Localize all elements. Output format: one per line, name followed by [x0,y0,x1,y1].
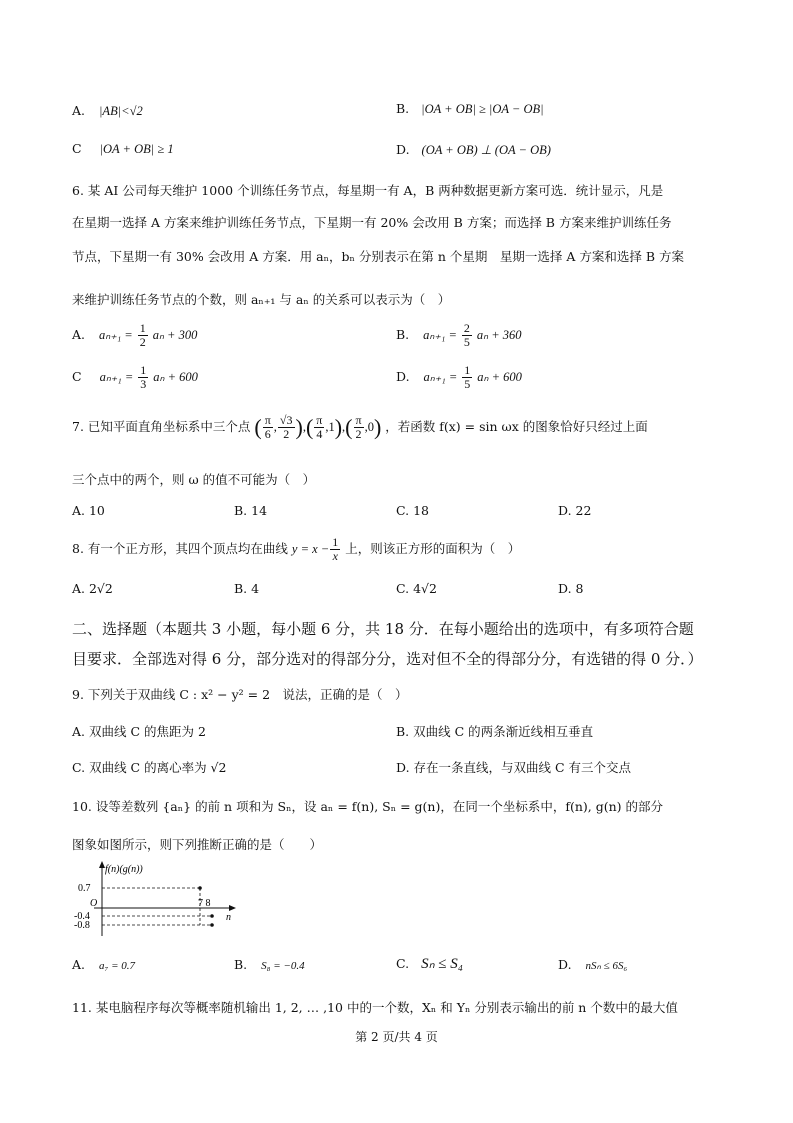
q6-line-1: 6. 某 AI 公司每天维护 1000 个训练任务节点，每星期一有 A，B 两种数据更新方案可选．统计显示，凡是 [72,183,664,198]
option-rhs: aₙ + 600 [153,370,198,385]
frac-num: 1 [139,321,146,335]
q7-intro: 7. 已知平面直角坐标系中三个点 [72,419,251,435]
page-footer: 第 2 页/共 4 页 [355,1030,438,1044]
option-lhs: aₙ₊₁ = [99,370,134,385]
point-1-y [278,414,295,441]
tick-m0-4: -0.4 [74,911,90,922]
q6-line-3: 节点，下星期一有 30% 会改用 A 方案．用 aₙ，bₙ 分别表示在第 n 个星期 星期一选择 A 方案和选择 B 方案 [72,249,685,264]
q10-option-c [396,954,463,973]
option-label: D. [396,369,410,385]
point-2-x [314,414,324,441]
option-label: A. [72,957,86,972]
option-fraction [138,364,148,391]
q10-line-2: 图象如图所示，则下列推断正确的是（ ） [72,837,323,852]
frac-den: 5 [464,377,471,392]
option-label: C [72,141,82,156]
q5-option-b [396,101,544,117]
q5-option-d [396,142,551,158]
q7-line-1: 7. 已知平面直角坐标系中三个点 ( $\frac{\pi}{6}$ , $\frac{√3}{2}$ ),( $\frac{\pi}{4}$ ,1),( $\frac{\pi}{2}$ ,0) ，若函数 f(x) = sin ωx 的图象恰好只经过上面 [72,413,648,442]
option-text: |OA + OB| ≥ 1 [99,142,174,156]
q6-line-2: 在星期一选择 A 方案来维护训练任务节点，下星期一有 20% 会改用 B 方案；而选择 B 方案来维护训练任务 [72,215,672,230]
option-label: C. [396,956,410,971]
option-label: B. [396,327,410,343]
q11-line-1: 11. 某电脑程序每次等概率随机输出 1, 2, … ,10 中的一个数，Xₙ 和 Yₙ 分别表示输出的前 n 个数中的最大值 [72,1000,678,1015]
point-2-y: 1 [328,420,335,435]
x-axis-label: n [226,912,231,923]
option-text: nSₙ ≤ 6S₆ [585,960,628,972]
option-label: B. [234,957,248,972]
frac-den: 5 [463,335,470,350]
point-3-y: 0 [367,420,374,435]
option-label: C [72,369,82,385]
frac-num: π [264,413,271,427]
q6-option-c [72,364,198,391]
curve-eq: y = x − [291,542,330,557]
option-rhs: aₙ + 360 [476,328,522,343]
q8-pre: 8. 有一个正方形，其四个顶点均在曲线 [72,541,288,557]
q9-stem: 9. 下列关于双曲线 C : x² − y² = 2 说法，正确的是（ ） [72,687,408,702]
q10-option-d [558,957,627,972]
point-3-x [354,414,364,441]
q10-graph [72,858,242,938]
frac-den: 6 [264,427,271,442]
q9-option-c: C. 双曲线 C 的离心率为 √2 [72,760,227,775]
option-text: |OA + OB| ≥ |OA − OB| [421,102,544,116]
q10-option-b [234,957,305,972]
q10-option-a [72,957,135,972]
option-label: B. [396,101,410,116]
frac-den: 3 [140,377,147,392]
frac-num: √3 [279,413,293,427]
frac-den: 2 [283,427,290,442]
frac-den: 2 [139,335,146,350]
option-fraction [462,364,472,391]
option-label: A. [72,103,86,118]
frac-num: 1 [464,363,471,377]
option-text: a₇ = 0.7 [99,960,135,972]
tick-0-7: 0.7 [78,883,91,894]
q9-option-a: A. 双曲线 C 的焦距为 2 [72,724,206,739]
q7-after: ，若函数 f(x) = sin ωx 的图象恰好只经过上面 [385,419,648,435]
q7-option-a: A. 10 [72,503,105,518]
q6-option-d [396,364,522,391]
frac-num: π [316,413,323,427]
q7-option-c: C. 18 [396,503,429,518]
q8-option-a: A. 2√2 [72,581,113,596]
frac-num: 1 [140,363,147,377]
q9-option-d: D. 存在一条直线，与双曲线 C 有三个交点 [396,760,632,775]
q7-option-d: D. 22 [558,503,592,518]
q6-line-4: 来维护训练任务节点的个数，则 aₙ₊₁ 与 aₙ 的关系可以表示为（ ） [72,292,451,307]
q10-line-1: 10. 设等差数列 {aₙ} 的前 n 项和为 Sₙ，设 aₙ = f(n), Sₙ = g(n)，在同一个坐标系中，f(n), g(n) 的部分 [72,799,663,814]
q8-option-d: D. 8 [558,581,584,596]
option-text: Sₙ ≤ S₄ [421,956,464,972]
option-fraction [462,322,472,349]
paren: ( [254,414,262,440]
q8-stem [72,536,520,563]
tick-m0-8: -0.8 [74,920,90,931]
option-rhs: aₙ + 600 [477,370,522,385]
frac-num: 1 [332,535,339,549]
q6-option-a [72,322,197,349]
option-text: S₈ = −0.4 [261,960,305,972]
option-fraction [138,322,148,349]
option-lhs: aₙ₊₁ = [423,328,457,343]
origin-label: O [90,898,98,909]
q7-line-2: 三个点中的两个，则 ω 的值不可能为（ ） [72,472,316,487]
x-axis-arrow [229,905,236,911]
q5-option-c [72,141,174,157]
y-axis-label: f(n)(g(n)) [105,864,143,875]
section-2-instructions: 目要求．全部选对得 6 分，部分选对的得部分分，选对但不全的得部分分，有选错的得 0 分．） [72,650,703,668]
option-label: D. [558,957,572,972]
frac-den: 2 [355,427,362,442]
q6-option-b [396,322,522,349]
option-text: |AB|<√2 [99,104,143,118]
option-lhs: aₙ₊₁ = [99,328,133,343]
point-f7 [198,886,202,890]
point-1-x [263,414,273,441]
option-text: (OA + OB) ⊥ (OA − OB) [421,143,551,157]
q8-post: 上，则该正方形的面积为（ ） [345,541,521,557]
tick-x-7-8: 7 8 [198,898,211,909]
option-label: D. [396,142,410,157]
q7-option-b: B. 14 [234,503,268,518]
curve-fraction [330,536,340,563]
option-label: A. [72,327,86,343]
q5-option-a [72,103,143,119]
frac-num: 2 [463,321,470,335]
frac-num: π [355,413,362,427]
q8-option-c: C. 4√2 [396,581,437,596]
section-2-heading: 二、选择题（本题共 3 小题，每小题 6 分，共 18 分．在每小题给出的选项中，有多项符合题 [72,620,694,638]
option-rhs: aₙ + 300 [152,328,198,343]
option-lhs: aₙ₊₁ = [423,370,458,385]
point-f8 [210,914,214,918]
q9-option-b: B. 双曲线 C 的两条渐近线相互垂直 [396,724,594,739]
q8-option-b: B. 4 [234,581,260,596]
frac-den: 4 [316,427,323,442]
frac-den: x [332,549,338,564]
point-g8 [210,923,214,927]
